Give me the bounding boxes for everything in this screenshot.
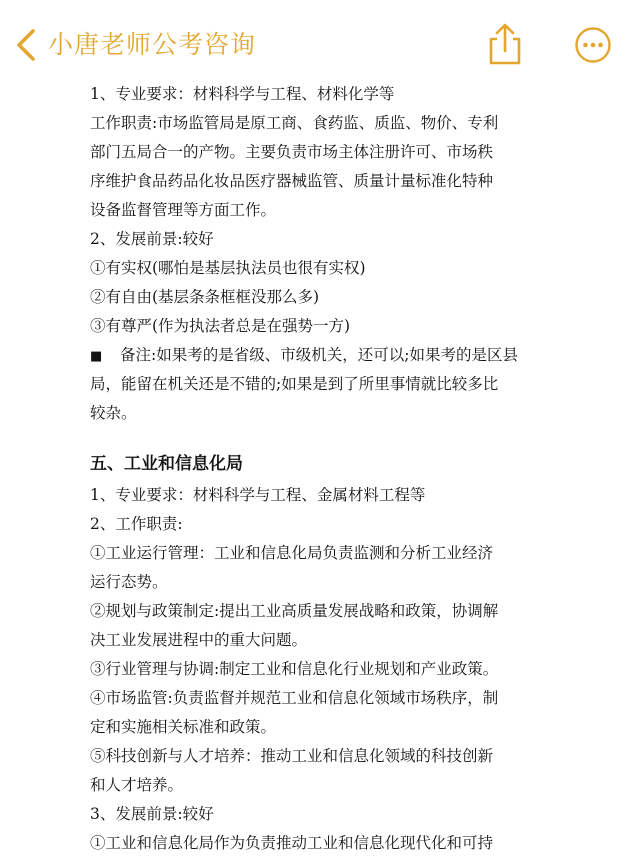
text-line: ①有实权(哪怕是基层执法员也很有实权) [90,259,366,277]
text-line: 和人才培养。 [90,776,184,794]
text-line: 2、发展前景:较好 [90,230,214,248]
text-line: ③有尊严(作为执法者总是在强势一方) [90,317,351,335]
text-line: 较杂。 [90,404,137,422]
square-bullet-icon: ■ [90,349,103,364]
more-button[interactable] [572,24,614,66]
text-line: 决工业发展进程中的重大问题。 [90,631,308,649]
text-line: 局，能留在机关还是不错的;如果是到了所里事情就比较多比 [90,375,499,393]
text-line: ①工业运行管理：工业和信息化局负责监测和分析工业经济 [90,544,494,562]
page-title: 小唐老师公考咨询 [48,30,257,59]
bullet-note [90,341,560,370]
text-line: 1、专业要求：材料科学与工程、金属材料工程等 [90,486,426,504]
text-line: 运行态势。 [90,573,168,591]
text-line: 工作职责:市场监管局是原工商、食药监、质监、物价、专利 [90,114,499,132]
text-line: 部门五局合一的产物。主要负责市场主体注册许可、市场秩 [90,143,494,161]
section-heading: 五、工业和信息化局 [90,454,243,474]
bullet-text: 备注:如果考的是省级、市级机关，还可以;如果考的是区县 [120,346,518,364]
paragraph-spacer [90,428,560,447]
note-content [90,80,560,858]
text-line: 定和实施相关标准和政策。 [90,718,277,736]
navigation-bar [0,0,640,88]
text-line: ②规划与政策制定:提出工业高质量发展战略和政策，协调解 [90,602,499,620]
more-icon [574,26,612,64]
text-line: ④市场监管:负责监督并规范工业和信息化领域市场秩序，制 [90,689,499,707]
text-line: ②有自由(基层条条框框没那么多) [90,288,320,306]
chevron-left-icon [14,28,38,62]
text-line: 设备监督管理等方面工作。 [90,201,277,219]
share-icon [486,22,524,66]
text-line: 1、专业要求：材料科学与工程、材料化学等 [90,85,395,103]
text-line: ①工业和信息化局作为负责推动工业和信息化现代化和可持 [90,834,494,852]
share-button[interactable] [482,20,528,68]
text-line: ⑤科技创新与人才培养：推动工业和信息化领域的科技创新 [90,747,494,765]
text-line: 3、发展前景:较好 [90,805,214,823]
back-button[interactable] [6,22,46,68]
text-line: 2、工作职责: [90,515,183,533]
text-line: ③行业管理与协调:制定工业和信息化行业规划和产业政策。 [90,660,499,678]
text-line: 序维护食品药品化妆品医疗器械监管、质量计量标准化特种 [90,172,494,190]
